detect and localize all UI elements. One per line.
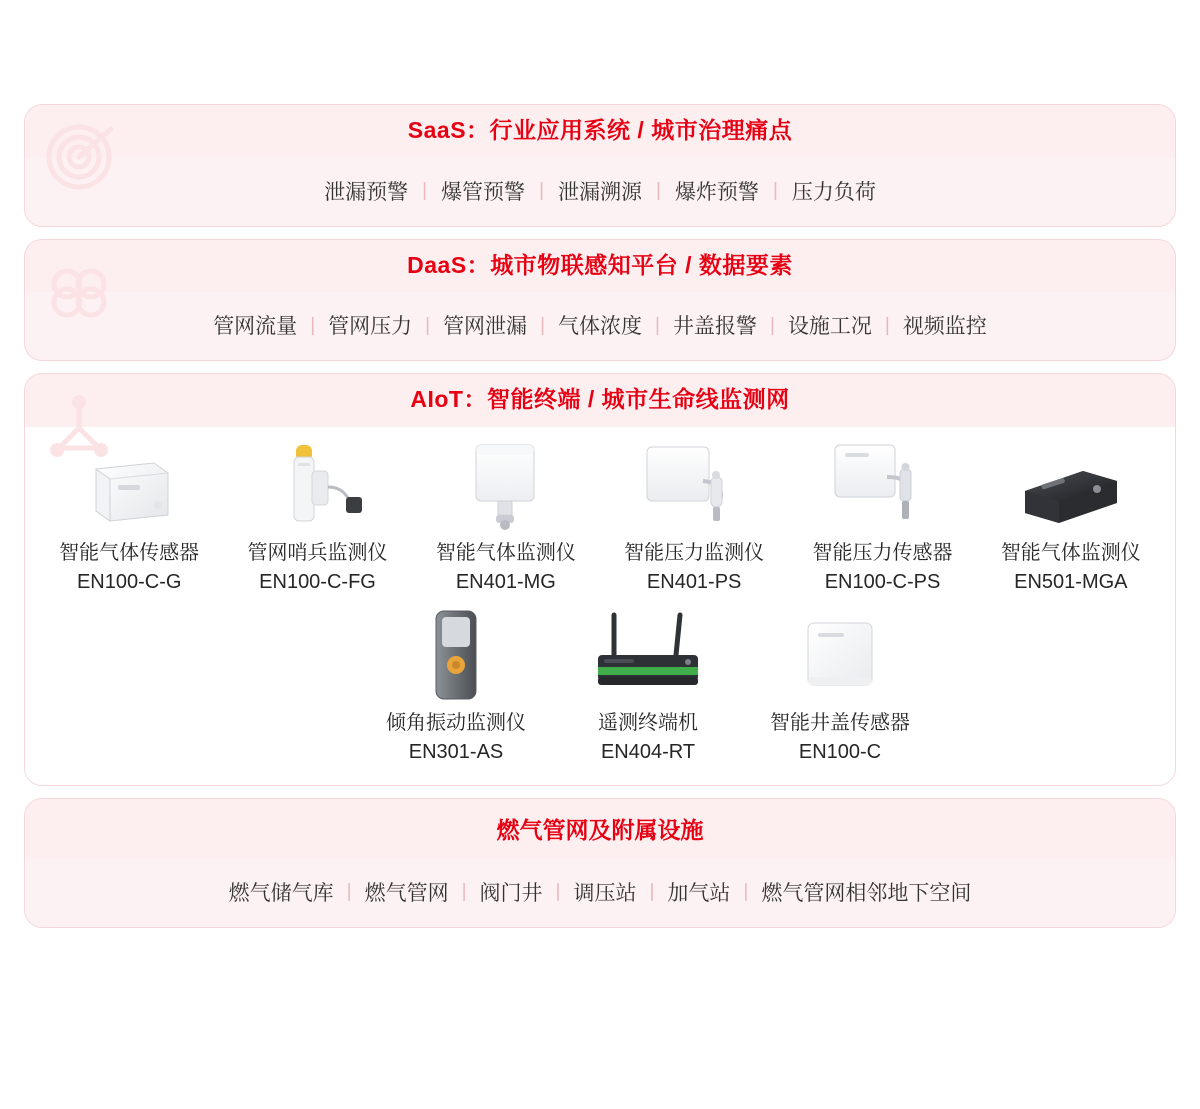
tag-divider: | bbox=[769, 314, 775, 336]
tag-divider: | bbox=[743, 881, 749, 903]
layer-saas-header bbox=[25, 105, 1175, 158]
manhole-sensor-device bbox=[744, 611, 936, 703]
tag-divider: | bbox=[772, 180, 778, 202]
device-name: 管网哨兵监测仪 bbox=[247, 541, 388, 564]
rtu-router-device bbox=[552, 611, 744, 703]
tag-divider: | bbox=[346, 881, 352, 903]
tag-item[interactable]: 调压站 bbox=[573, 881, 637, 905]
pressure-monitor-device bbox=[600, 441, 788, 533]
tag-item[interactable]: 燃气管网 bbox=[364, 881, 449, 905]
device-card[interactable] bbox=[600, 441, 788, 597]
tag-item[interactable]: 设施工况 bbox=[787, 315, 872, 339]
device-name: 智能气体传感器 bbox=[59, 541, 200, 564]
layer-aiot-title: AIoT：智能终端 / 城市生命线监测网 bbox=[410, 386, 790, 413]
tag-divider: | bbox=[422, 180, 428, 202]
tag-divider: | bbox=[540, 314, 545, 336]
tag-item[interactable]: 加气站 bbox=[667, 881, 731, 905]
device-model: EN100-C-G bbox=[76, 570, 182, 593]
bottom-tag-row bbox=[25, 859, 1175, 927]
device-model: EN100-C-PS bbox=[824, 570, 941, 593]
gas-sensor-square-device bbox=[35, 441, 223, 533]
tag-divider: | bbox=[310, 314, 316, 336]
tag-item[interactable]: 气体浓度 bbox=[558, 315, 642, 339]
device-model: EN401-MG bbox=[455, 570, 556, 593]
tag-item[interactable]: 爆炸预警 bbox=[674, 180, 759, 204]
device-row-1 bbox=[35, 441, 1165, 597]
device-name: 智能井盖传感器 bbox=[770, 711, 910, 734]
tag-item[interactable]: 泄漏溯源 bbox=[558, 180, 642, 204]
device-name: 倾角振动监测仪 bbox=[386, 711, 526, 734]
device-name: 遥测终端机 bbox=[598, 711, 698, 734]
layer-bottom-title: 燃气管网及附属设施 bbox=[496, 816, 704, 843]
layer-aiot bbox=[24, 373, 1176, 786]
device-row-2 bbox=[35, 611, 1165, 767]
tilt-vibration-device bbox=[360, 611, 552, 703]
layer-daas-title: DaaS：城市物联感知平台 / 数据要素 bbox=[407, 251, 793, 278]
layer-daas-body bbox=[25, 292, 1175, 360]
tag-item[interactable]: 管网泄漏 bbox=[443, 315, 528, 339]
tag-divider: | bbox=[539, 180, 544, 202]
tag-item[interactable]: 燃气管网相邻地下空间 bbox=[761, 881, 972, 905]
device-model: EN501-MGA bbox=[1014, 570, 1128, 593]
tag-item[interactable]: 压力负荷 bbox=[791, 180, 876, 204]
layer-aiot-header bbox=[25, 374, 1175, 427]
pressure-sensor-device bbox=[788, 441, 976, 533]
tag-divider: | bbox=[461, 881, 467, 903]
gas-monitor-device bbox=[412, 441, 600, 533]
device-card[interactable] bbox=[552, 611, 744, 767]
device-model: EN301-AS bbox=[408, 740, 504, 763]
device-grid bbox=[25, 427, 1175, 785]
gas-monitor-black-device bbox=[977, 441, 1165, 533]
device-model: EN100-C-FG bbox=[259, 570, 376, 593]
layer-daas-header bbox=[25, 240, 1175, 293]
device-name: 智能气体监测仪 bbox=[1000, 541, 1141, 564]
tag-item[interactable]: 爆管预警 bbox=[441, 180, 526, 204]
tag-item[interactable]: 燃气储气库 bbox=[228, 881, 334, 905]
layer-bottom-body bbox=[25, 859, 1175, 927]
tag-divider: | bbox=[555, 881, 561, 903]
tag-divider: | bbox=[884, 314, 890, 336]
layer-bottom-header bbox=[25, 799, 1175, 859]
tag-item[interactable]: 管网压力 bbox=[328, 315, 413, 339]
device-card[interactable] bbox=[360, 611, 552, 767]
device-name: 智能气体监测仪 bbox=[435, 541, 576, 564]
pipe-sentinel-device bbox=[223, 441, 411, 533]
tag-divider: | bbox=[649, 881, 655, 903]
tag-item[interactable]: 泄漏预警 bbox=[324, 180, 409, 204]
device-model: EN401-PS bbox=[646, 570, 742, 593]
device-card[interactable] bbox=[412, 441, 600, 597]
layer-gas-infrastructure bbox=[24, 798, 1176, 928]
tag-item[interactable]: 阀门井 bbox=[479, 881, 543, 905]
device-card[interactable] bbox=[744, 611, 936, 767]
saas-tag-row bbox=[25, 158, 1175, 226]
tag-item[interactable]: 井盖报警 bbox=[672, 315, 757, 339]
device-name: 智能压力传感器 bbox=[812, 541, 953, 564]
device-card[interactable] bbox=[788, 441, 976, 597]
device-name: 智能压力监测仪 bbox=[624, 541, 765, 564]
device-model: EN404-RT bbox=[600, 740, 696, 763]
layer-saas bbox=[24, 104, 1176, 227]
tag-divider: | bbox=[655, 314, 660, 336]
device-card[interactable] bbox=[977, 441, 1165, 597]
layer-saas-title: SaaS：行业应用系统 / 城市治理痛点 bbox=[407, 117, 793, 143]
layer-daas bbox=[24, 239, 1176, 362]
device-card[interactable] bbox=[35, 441, 223, 597]
device-card[interactable] bbox=[223, 441, 411, 597]
tag-divider: | bbox=[425, 314, 431, 336]
device-model: EN100-C bbox=[798, 740, 882, 763]
layer-saas-body bbox=[25, 158, 1175, 226]
tag-divider: | bbox=[656, 180, 661, 202]
tag-item[interactable]: 视频监控 bbox=[902, 315, 987, 339]
tag-item[interactable]: 管网流量 bbox=[213, 315, 298, 339]
daas-tag-row bbox=[25, 292, 1175, 360]
